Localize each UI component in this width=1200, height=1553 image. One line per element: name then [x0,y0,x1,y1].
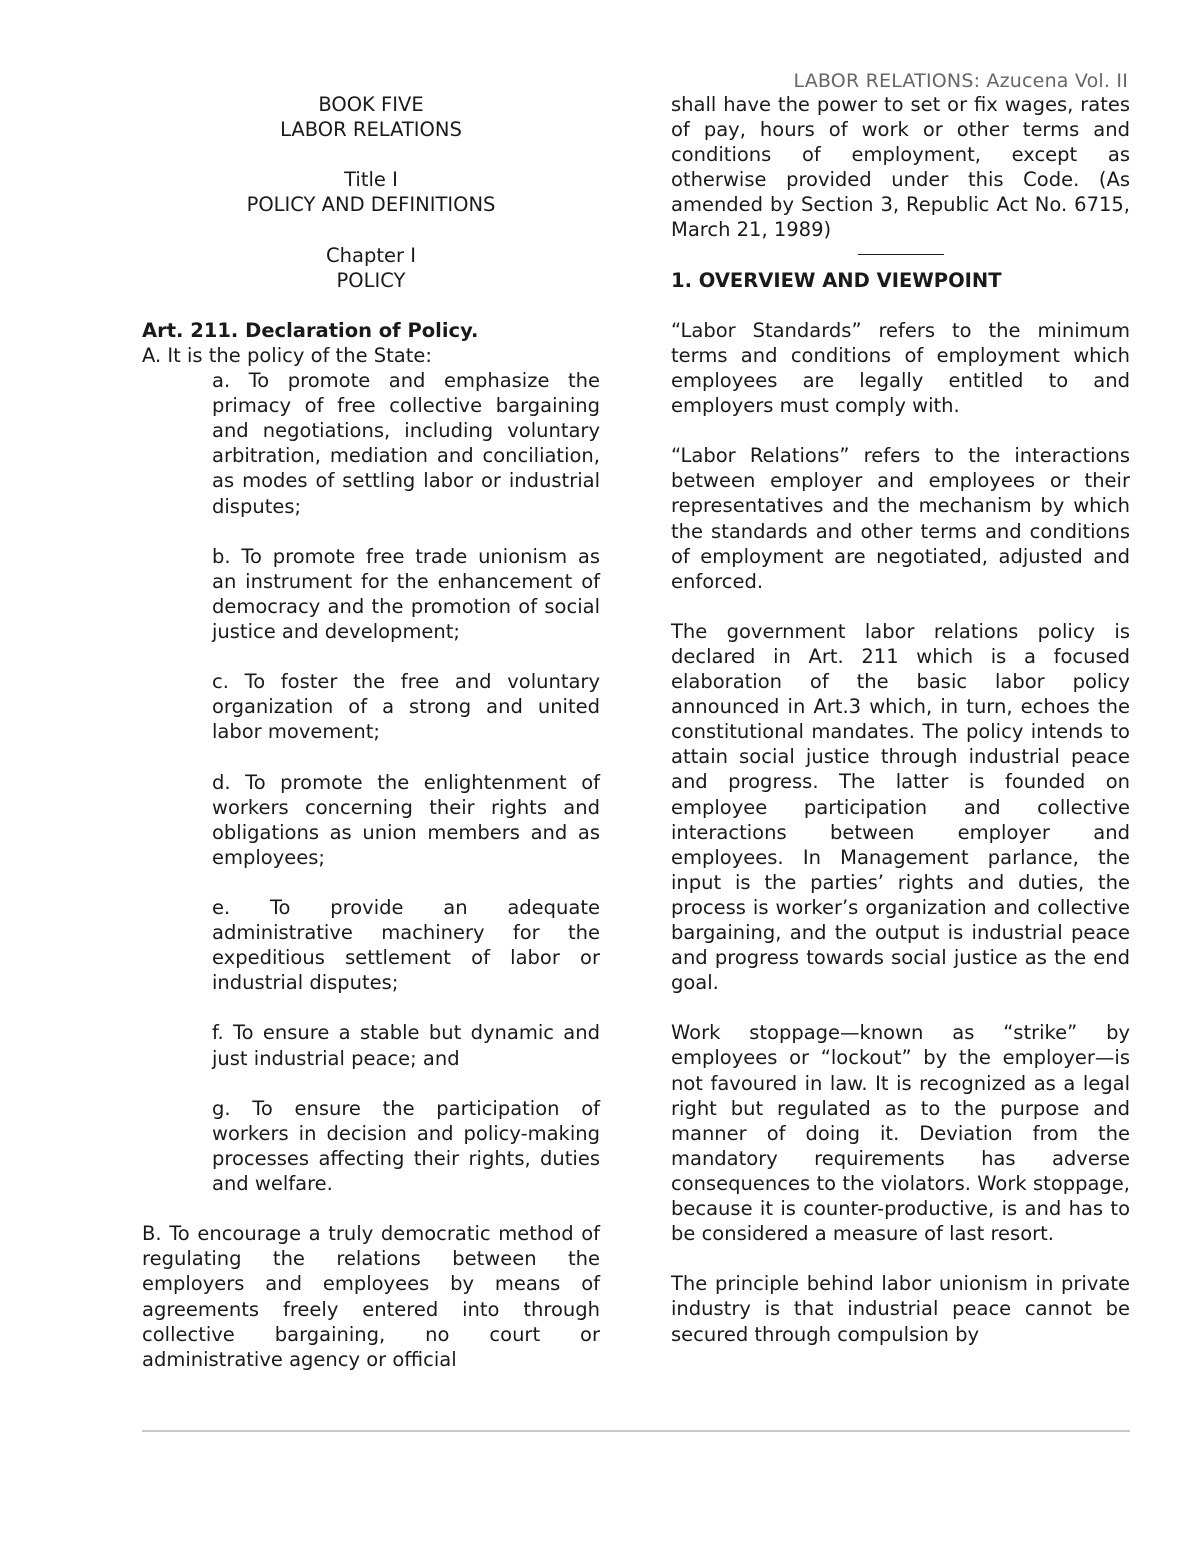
running-header: LABOR RELATIONS: Azucena Vol. II [793,70,1128,92]
policy-item-e: e. To provide an adequate administrative machinery for the expeditious settlement of labor or industrial disputes; [212,896,600,995]
body-paragraph-work-stoppage: Work stoppage—known as “strike” by employees or “lockout” by the employer—is not favoured in law. It is recognized as a legal right but regulated as to the purpose and manner of doing it. Deviation from the mandatory requirements has adverse consequences to the violators. Work stoppage, because it is counter-productive, is and has to be considered a measure of last resort. [671,1021,1130,1246]
left-column [142,92,600,1372]
page-footer-rule [142,1430,1130,1432]
section-divider [858,254,944,255]
title-name: POLICY AND DEFINITIONS [246,193,496,217]
title-number: Title I [344,168,398,192]
right-column [671,92,1130,1347]
policy-intro: A. It is the policy of the State: [142,343,432,367]
chapter-name: POLICY [336,268,406,292]
policy-item-a: a. To promote and emphasize the primacy of free collective bargaining and negotiations, including voluntary arbitration, mediation and conciliation, as modes of settling labor or industrial disputes; [212,369,600,518]
body-paragraph-unionism: The principle behind labor unionism in private industry is that industrial peace cannot be secured through compulsion by [671,1272,1130,1346]
section-heading: 1. OVERVIEW AND VIEWPOINT [671,268,1002,292]
continuation-paragraph: shall have the power to set or fix wages, rates of pay, hours of work or other terms and conditions of employment, except as otherwise provided under this Code. (As amended by Section 3, Republic Act No. 6715, March 21, 1989) [671,93,1130,242]
book-number: BOOK FIVE [318,93,424,116]
book-title: LABOR RELATIONS [280,118,462,142]
body-paragraph-government-policy: The government labor relations policy is declared in Art. 211 which is a focused elaboration of the basic labor policy announced in Art.3 which, in turn, echoes the constitutional mandates. The policy intends to attain social justice through industrial peace and progress. The latter is founded on employee participation and collective interactions between employer and employees. In Management parlance, the input is the parties’ rights and duties, the process is worker’s organization and collective bargaining, and the output is industrial peace and progress towards social justice as the end goal. [671,619,1130,995]
policy-item-d: d. To promote the enlightenment of workers concerning their rights and obligations as union members and as employees; [212,770,600,869]
policy-item-c: c. To foster the free and voluntary organization of a strong and united labor movement; [212,670,600,744]
policy-item-g: g. To ensure the participation of workers in decision and policy-making processes affecting their rights, duties and welfare. [212,1096,600,1196]
article-heading: Art. 211. Declaration of Policy. [142,318,479,342]
policy-item-b: b. To promote free trade unionism as an instrument for the enhancement of democracy and the promotion of social justice and development; [212,544,600,643]
policy-paragraph-b: B. To encourage a truly democratic method of regulating the relations between the employers and employees by means of agreements freely entered into through collective bargaining, no court or administrative agency or official [142,1222,600,1371]
body-paragraph-labor-relations: “Labor Relations” refers to the interactions between employer and employees or their representatives and the mechanism by which the standards and other terms and conditions of employment are negotiated, adjusted and enforced. [671,444,1130,593]
policy-item-f: f. To ensure a stable but dynamic and just industrial peace; and [212,1021,600,1070]
chapter-number: Chapter I [326,243,416,267]
body-paragraph-labor-standards: “Labor Standards” refers to the minimum terms and conditions of employment which employees are legally entitled to and employers must comply with. [671,318,1130,418]
